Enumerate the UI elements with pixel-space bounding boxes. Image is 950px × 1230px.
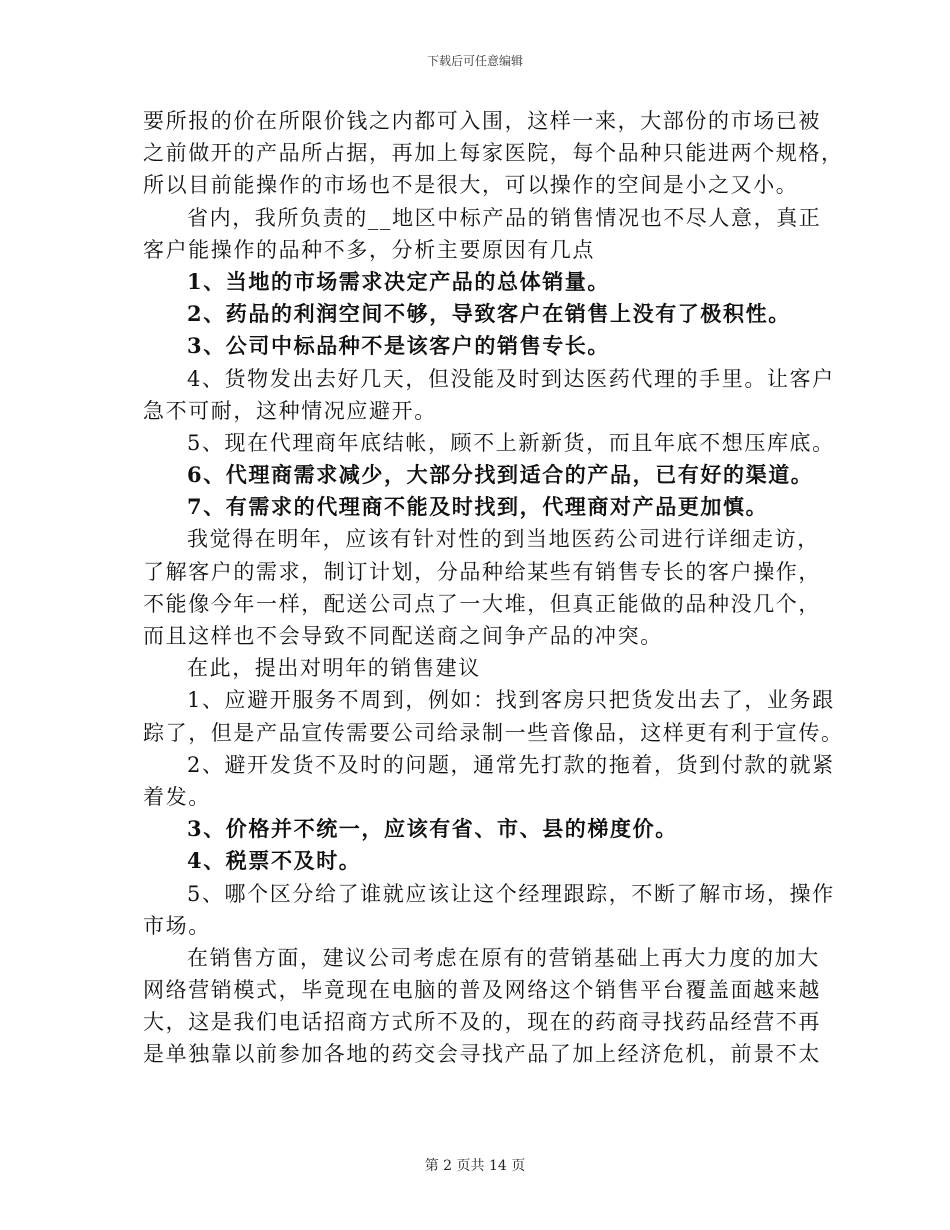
bold-list-item: 2、药品的利润空间不够，导致客户在销售上没有了极积性。 (187, 301, 791, 327)
page-header: 下载后可任意编辑 (426, 54, 523, 68)
body-line: 在此，提出对明年的销售建议 (187, 656, 481, 681)
body-line: 而且这样也不会导致不同配送商之间争产品的冲突。 (143, 624, 663, 648)
list-item: 5、哪个区分给了谁就应该让这个经理跟踪，不断了解市场，操作 (187, 881, 835, 906)
body-line: 省内，我所负责的__地区中标产品的销售情况也不尽人意，真正 (187, 205, 822, 230)
body-line: 所以目前能操作的市场也不是很大，可以操作的空间是小之又小。 (143, 173, 799, 198)
document-body (143, 105, 844, 1071)
list-item: 4、货物发出去好几天，但没能及时到达医药代理的手里。让客户 (187, 366, 835, 391)
body-line: 在销售方面，建议公司考虑在原有的营销基础上再大力度的加大 (187, 945, 820, 970)
list-item: 2、避开发货不及时的问题，通常先打款的拖着，货到付款的就紧 (187, 752, 835, 777)
body-line: 大，这是我们电话招商方式所不及的，现在的药商寻找药品经营不再 (143, 1010, 821, 1035)
bold-list-item: 6、代理商需求减少，大部分找到适合的产品，已有好的渠道。 (187, 462, 814, 488)
body-line: 市场。 (143, 913, 211, 938)
body-line: 我觉得在明年，应该有针对性的到当地医药公司进行详细走访， (187, 527, 820, 552)
bold-list-item: 1、当地的市场需求决定产品的总体销量。 (187, 268, 611, 294)
body-line: 要所报的价在所限价钱之内都可入围，这样一来，大部份的市场已被 (143, 109, 821, 133)
body-line: 不能像今年一样，配送公司点了一大堆，但真正能做的品种没几个， (143, 591, 821, 616)
body-line: 急不可耐，这种情况应避开。 (143, 398, 437, 423)
bold-list-item: 4、税票不及时。 (187, 848, 362, 874)
body-line: 着发。 (143, 784, 211, 809)
bold-list-item: 3、公司中标品种不是该客户的销售专长。 (187, 333, 611, 359)
bold-list-item: 3、价格并不统一，应该有省、市、县的梯度价。 (187, 816, 678, 842)
bold-list-item: 7、有需求的代理商不能及时找到，代理商对产品更加慎。 (187, 494, 769, 520)
list-item: 5、现在代理商年底结帐，顾不上新新货，而且年底不想压库底。 (187, 430, 835, 455)
body-line: 客户能操作的品种不多，分析主要原因有几点 (143, 237, 595, 262)
body-line: 了解客户的需求，制订计划，分品种给某些有销售专长的客户操作， (143, 559, 821, 584)
list-item: 1、应避开服务不周到，例如：找到客房只把货发出去了，业务跟 (187, 688, 835, 713)
body-line: 网络营销模式，毕竟现在电脑的普及网络这个销售平台覆盖面越来越 (143, 978, 821, 1003)
body-line: 是单独靠以前参加各地的药交会寻找产品了加上经济危机，前景不太 (143, 1042, 821, 1067)
body-line: 之前做开的产品所占据，再加上每家医院，每个品种只能进两个规格， (143, 141, 844, 166)
page-footer: 第 2 页共 14 页 (424, 1158, 526, 1174)
body-line: 踪了，但是产品宣传需要公司给录制一些音像品，这样更有利于宣传。 (143, 720, 844, 745)
